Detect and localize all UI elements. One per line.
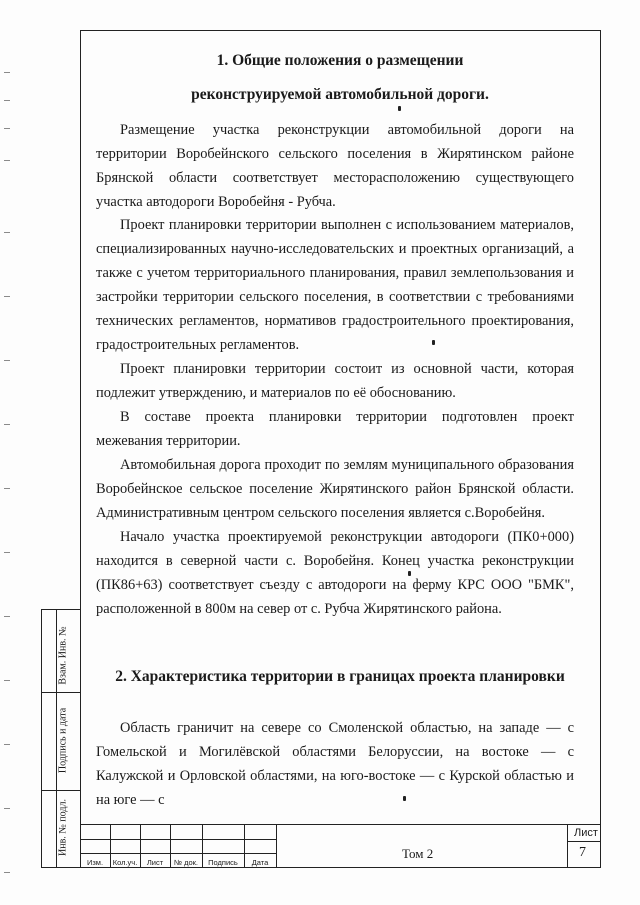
paragraph-text: Автомобильная дорога проходит по землям муниципального образования Воробейнское сельское поселение Жирятинского район Брянской области. Административным центром сельского поселения является с.Воробейня. xyxy=(96,457,574,521)
scan-speck xyxy=(398,106,401,111)
paragraph xyxy=(96,357,574,405)
col-label-signature: Подпись xyxy=(208,858,238,867)
paragraph-text: Область граничит на севере со Смоленской областью, на западе — с Гомельской и Могилёвской областями Белоруссии, на востоке — с Калужской и Орловской областями, на юго-востоке — с Курской областью и на юге — с xyxy=(96,720,574,808)
paragraph xyxy=(96,716,574,812)
col-label-date: Дата xyxy=(251,858,269,867)
margin-tick xyxy=(4,424,10,425)
margin-tick xyxy=(4,100,10,101)
margin-tick xyxy=(4,160,10,161)
margin-tick xyxy=(4,296,10,297)
col-label-sheet: Лист xyxy=(146,858,164,867)
paragraph-text: Проект планировки территории выполнен с использованием материалов, специализированных научно-исследовательских и проектных организаций, а также с учетом территориального планирования, правил землепользования и застройки территории сельского поселения, в соответствии с требованиями технических регламентов, нормативов градостроительного проектирования, градостроительных регламентов. xyxy=(96,217,574,353)
paragraph xyxy=(96,118,574,214)
col-label-change: Изм. xyxy=(86,858,104,867)
margin-tick xyxy=(4,128,10,129)
margin-tick xyxy=(4,232,10,233)
paragraph xyxy=(96,453,574,525)
sheet-label: Лист xyxy=(574,827,598,839)
side-label-signature-date: Подпись и дата xyxy=(57,707,69,774)
col-label-count: Кол.уч. xyxy=(112,858,138,867)
title-block-row xyxy=(80,853,276,854)
margin-tick xyxy=(4,680,10,681)
section2-title: 2. Характеристика территории в границах проекта планировки xyxy=(115,668,565,685)
paragraph xyxy=(96,525,574,621)
margin-tick xyxy=(4,360,10,361)
margin-tick xyxy=(4,744,10,745)
margin-tick xyxy=(4,552,10,553)
scan-speck xyxy=(432,340,435,345)
margin-tick xyxy=(4,72,10,73)
paragraph-text: Начало участка проектируемой реконструкции автодороги (ПК0+000) находится в северной части с. Воробейня. Конец участка реконструкции (ПК86+63) соответствует съезду с автодороги на ферму КРС ООО "БМК", расположенной в 800м на север от с. Рубча Жирятинского района. xyxy=(96,529,574,617)
side-strip xyxy=(41,609,80,868)
paragraph xyxy=(96,405,574,453)
margin-tick xyxy=(4,872,10,873)
volume-label: Том 2 xyxy=(402,846,434,861)
margin-tick xyxy=(4,488,10,489)
paragraph-text: Размещение участка реконструкции автомобильной дороги на территории Воробейнского сельского поселения в Жирятинском районе Брянской области соответствует месторасположению существующего участка автодороги Воробейня - Рубча. xyxy=(96,122,574,210)
side-strip-divider xyxy=(42,692,80,693)
margin-tick xyxy=(4,616,10,617)
section1-title-line1: 1. Общие положения о размещении xyxy=(216,52,464,69)
page-number: 7 xyxy=(579,845,586,860)
col-label-doc-number: № док. xyxy=(173,858,199,867)
scan-speck xyxy=(408,571,411,576)
side-label-replacement-inv: Взам. Инв. № xyxy=(57,626,69,685)
paragraph-text: В составе проекта планировки территории подготовлен проект межевания территории. xyxy=(96,409,574,449)
side-label-original-inv: Инв. № подл. xyxy=(57,799,69,856)
title-block xyxy=(80,824,601,868)
title-block-row xyxy=(567,841,601,842)
section1-title-line2: реконструируемой автомобильной дороги. xyxy=(191,86,489,103)
title-block-cell xyxy=(567,825,568,868)
paragraph xyxy=(96,213,574,357)
scan-speck xyxy=(403,796,406,801)
paragraph-text: Проект планировки территории состоит из основной части, которая подлежит утверждению, и материалов по её обоснованию. xyxy=(96,361,574,401)
title-block-row xyxy=(80,839,276,840)
margin-tick xyxy=(4,808,10,809)
